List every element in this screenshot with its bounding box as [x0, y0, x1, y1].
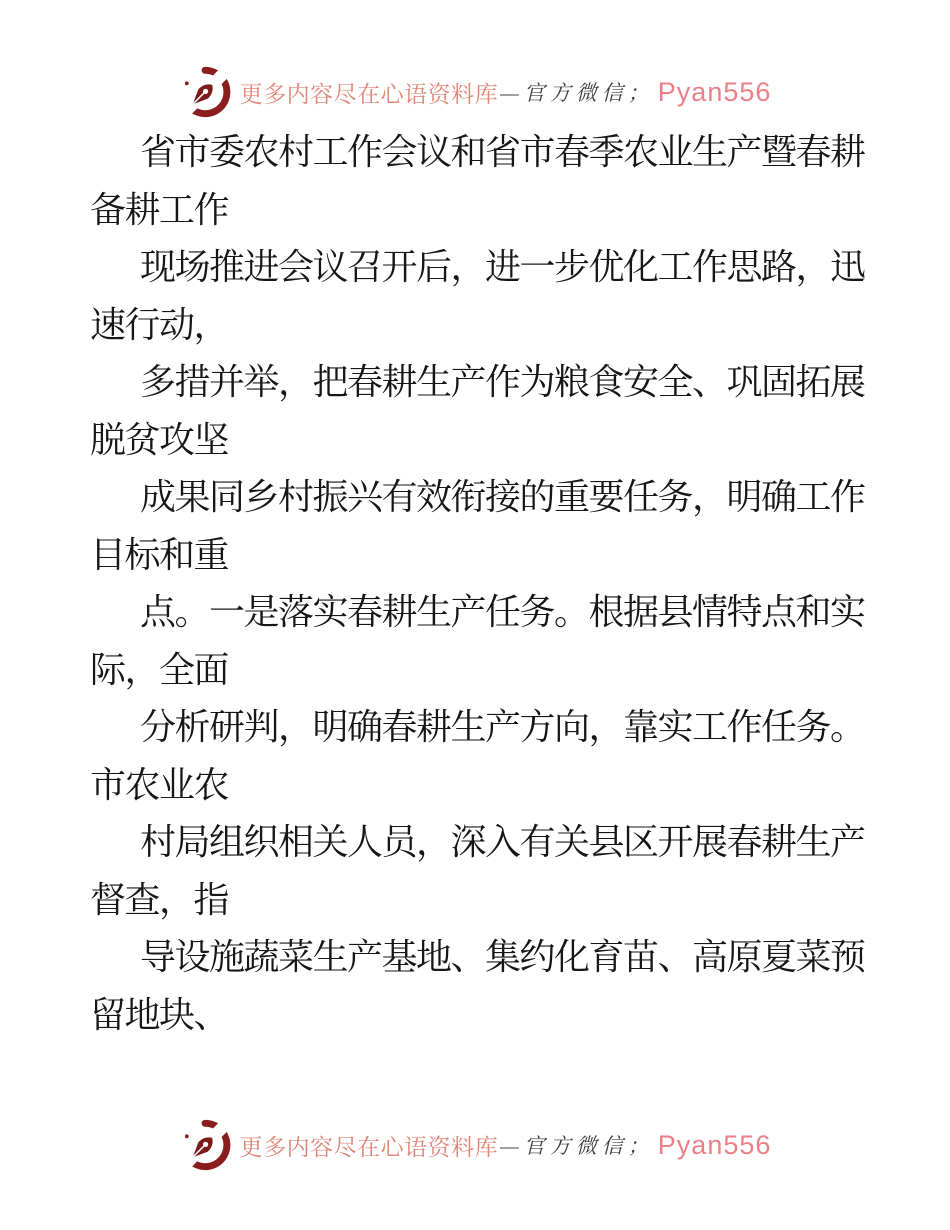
watermark-wechat-label: —官方微信；	[500, 81, 654, 105]
text-line: 留地块、	[90, 994, 229, 1035]
watermark-brand-text: 更多内容尽在心语资料库	[239, 1134, 499, 1160]
watermark-footer	[0, 1117, 950, 1173]
text-line: 市农业农	[90, 764, 229, 805]
text-line: 分析研判，明确春耕生产方向，靠实工作任务。	[140, 707, 865, 747]
ink-pen-logo-icon	[179, 66, 231, 118]
watermark-wechat-account: Pyan556	[657, 76, 772, 107]
text-line: 际，全面	[90, 649, 229, 690]
text-line: 速行动，	[90, 304, 229, 345]
ink-pen-logo-icon	[179, 1119, 231, 1171]
text-line: 现场推进会议召开后，进一步优化工作思路，迅	[140, 247, 865, 287]
watermark-brand-text: 更多内容尽在心语资料库	[239, 81, 499, 107]
text-line: 脱贫攻坚	[90, 419, 229, 460]
watermark-wechat-label: —官方微信；	[500, 1134, 654, 1158]
text-line: 点。一是落实春耕生产任务。根据县情特点和实	[140, 592, 865, 632]
text-line: 成果同乡村振兴有效衔接的重要任务，明确工作	[140, 477, 865, 517]
watermark-wechat-account: Pyan556	[657, 1129, 772, 1160]
text-line: 备耕工作	[90, 189, 229, 230]
text-line: 多措并举，把春耕生产作为粮食安全、巩固拓展	[140, 362, 865, 402]
watermark-header	[0, 64, 950, 120]
text-line: 省市委农村工作会议和省市春季农业生产暨春耕	[140, 132, 865, 172]
text-line: 村局组织相关人员，深入有关县区开展春耕生产	[140, 822, 865, 862]
text-line: 导设施蔬菜生产基地、集约化育苗、高原夏菜预	[140, 937, 865, 977]
document-body	[90, 124, 865, 1044]
text-line: 督查，指	[90, 879, 229, 920]
text-line: 目标和重	[90, 534, 229, 575]
